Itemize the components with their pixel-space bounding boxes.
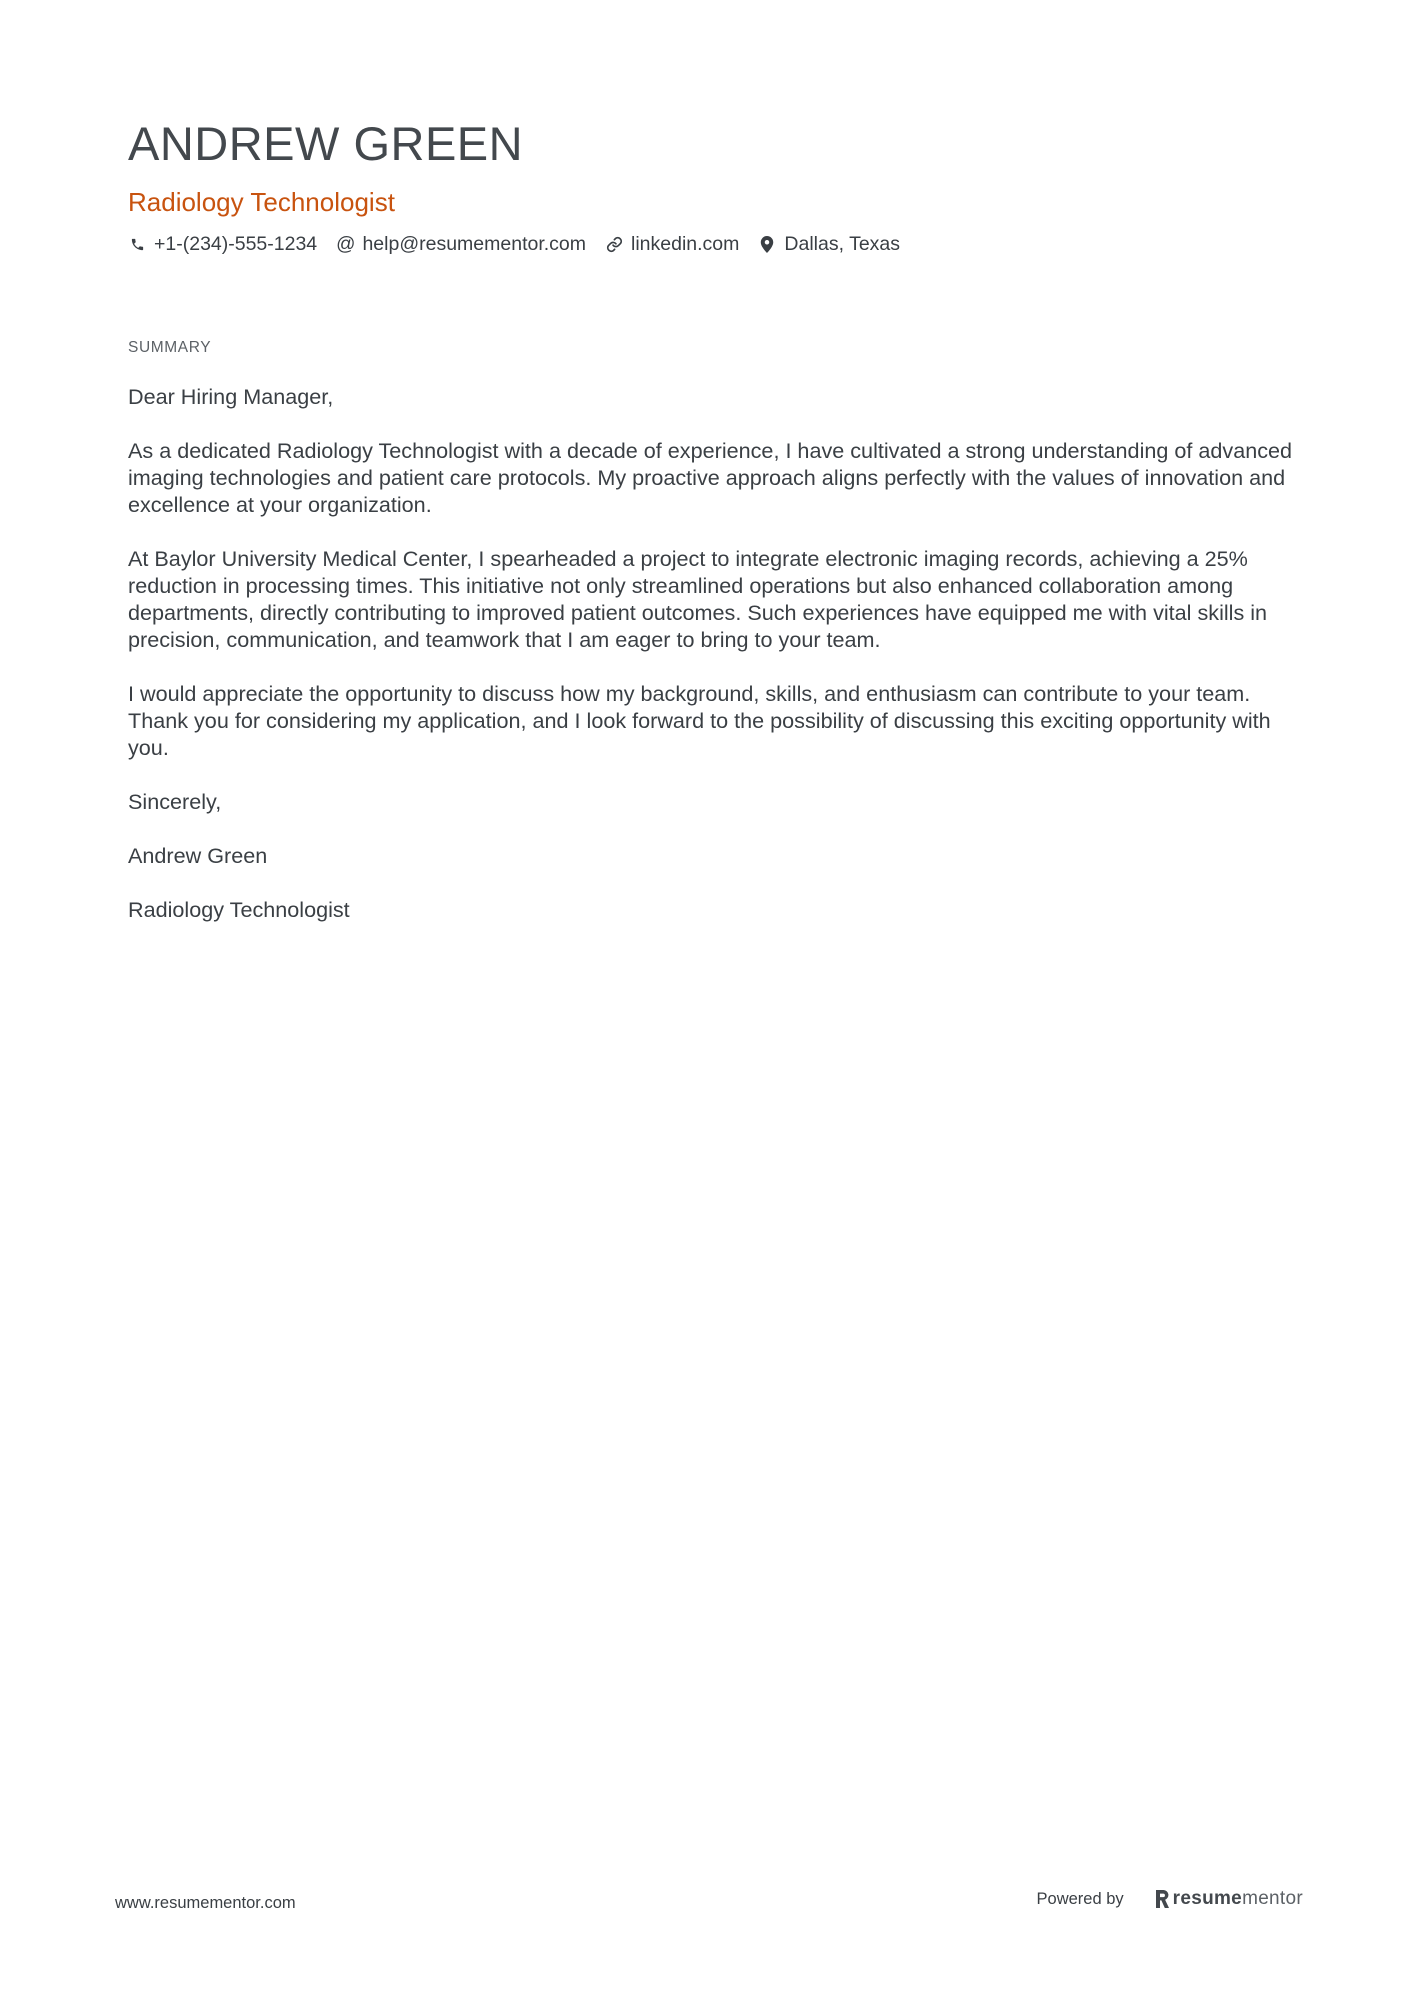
paragraph-1: As a dedicated Radiology Technologist with a decade of experience, I have cultivated a strong understanding of advanced imaging technologies and patient care protocols. My proactive approach aligns perfectly with the values of innovation and excellence at your organization. [128,438,1293,517]
footer-website[interactable]: www.resumementor.com [115,1894,296,1912]
header [128,112,1288,258]
contact-location [758,230,900,258]
signature-title: Radiology Technologist [128,897,350,922]
closing: Sincerely, [128,789,222,814]
contact-bar [128,230,1288,258]
contact-phone [128,230,317,258]
section-label-summary: SUMMARY [128,339,212,356]
brand-name-light: mentor [1242,1888,1303,1909]
signature-name: Andrew Green [128,843,268,868]
link-icon [605,235,623,253]
powered-by-label: Powered by [1036,1890,1124,1908]
brand-logo[interactable] [1154,1887,1303,1911]
phone-number: +1-(234)-555-1234 [154,233,318,255]
candidate-name: ANDREW GREEN [128,117,524,170]
paragraph-3: I would appreciate the opportunity to discuss how my background, skills, and enthusiasm can contribute to your team. Thank you for considering my application, and I look forward to the possibility of discussing this exciting opportunity with you. [128,681,1271,760]
footer-branding [1037,1887,1303,1911]
at-icon: @ [336,233,356,255]
candidate-role: Radiology Technologist [128,187,395,217]
salutation: Dear Hiring Manager, [128,384,334,409]
paragraph-2: At Baylor University Medical Center, I spearheaded a project to integrate electronic imaging records, achieving a 25% reduction in processing times. This initiative not only streamlined operations but also enhanced collaboration among departments, directly contributing to improved patient outcomes. Such experiences have equipped me with vital skills in precision, communication, and teamwork that I am eager to bring to your team. [128,546,1268,652]
brand-name-bold: resume [1172,1888,1243,1909]
contact-email[interactable] [336,230,586,258]
contact-linkedin[interactable] [605,230,739,258]
letter-body [128,383,1298,950]
location-pin-icon [758,235,776,253]
phone-icon [128,235,146,253]
location-text: Dallas, Texas [784,233,901,255]
email-address[interactable]: help@resumementor.com [362,233,587,255]
resumementor-logo-icon [1154,1889,1170,1909]
linkedin-link[interactable]: linkedin.com [631,233,740,255]
